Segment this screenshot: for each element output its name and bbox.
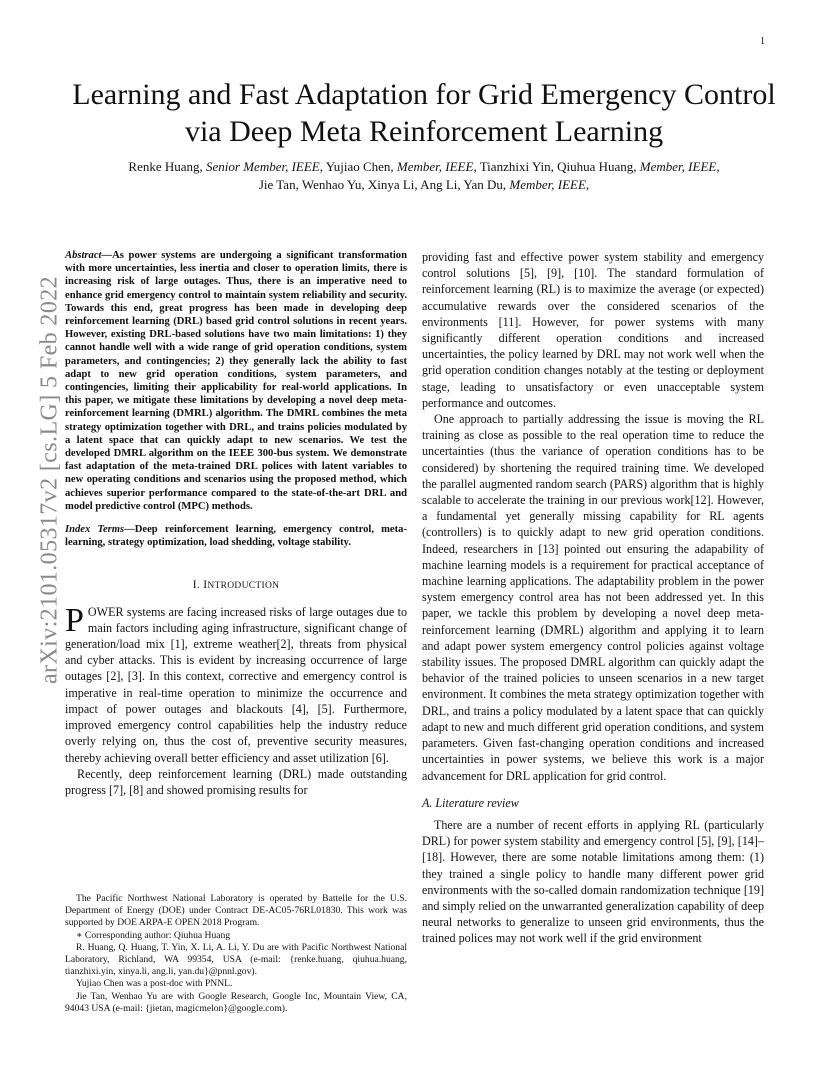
index-terms-lead: Index Terms [65,524,125,536]
footnotes [65,893,407,1015]
right-column [422,249,764,947]
author-role: Senior Member, IEEE [206,159,320,174]
abstract-lead: Abstract [65,250,102,261]
author-text: , Yujiao Chen, [319,159,397,174]
footnote-affiliation-postdoc: Yujiao Chen was a post-doc with PNNL. [76,978,233,990]
author-role: Member, IEEE, [639,159,720,174]
footnote-corresponding-author: ∗ Corresponding author: Qiuhua Huang [76,929,231,941]
page-number: 1 [760,36,765,47]
arxiv-identifier: arXiv:2101.05317v2 [cs.LG] 5 Feb 2022 [36,275,63,685]
footnote-funding: The Pacific Northwest National Laboratory is operated by Battelle for the U.S. Department of Energy (DOE) under Contract DE-AC05-76RL01830. This work was supported by DOE ARPA-E OPEN 2018 Program. [65,893,407,929]
section-number: I. [192,579,204,592]
footnote-affiliation-google: Jie Tan, Wenhao Yu are with Google Research, Google Inc, Mountain View, CA, 94043 USA (e-mail: {jietan, magicmelon}@google.com). [65,990,407,1014]
index-terms [65,523,407,549]
right-paragraph-1: providing fast and effective power system stability and emergency control solutions [5], [9], [10]. The standard formulation of reinforcement learning (RL) is to maximize the average (or expected) accumulative rewards over the considered scenarios of the environments [11]. However, for power systems with many significantly different operation conditions and increased uncertainties, the policy learned by DRL may not work well when the grid operation condition changes notably at the testing or deployment stage, leading to unsatisfactory or even unacceptable system performance and outcomes. [422,250,764,410]
section-title-initial: I [203,579,208,592]
intro-paragraph-1 [65,601,407,766]
section-heading-introduction [65,577,407,594]
drop-cap: P [65,601,84,639]
intro-paragraph-1-text: systems are facing increased risks of large outages due to main factors including aging infrastructure, significant change of generation/load mix [1], extreme weather[2], threats from physical and cyber attacks. This is evident by increasing occurrence of large outages [2], [3]. In this context, corrective and emergency control is imperative in real-time operation to minimize the occurrence and impact of power outages and blackouts [4], [5]. Furthermore, improved emergency control capabilities help the industry reduce overly relying on, thus the cost of, preventive security measures, thereby achieving overall better efficiency and asset utilization [6]. [65,604,407,765]
author-text: Jie Tan, Wenhao Yu, Xinya Li, Ang Li, Yan Du, [258,177,510,192]
abstract [65,249,407,513]
author-role: Member, IEEE [396,159,474,174]
subsection-heading-literature-review: A. Literature review [422,795,519,810]
author-text: Renke Huang, [128,159,207,174]
right-paragraph-3: There are a number of recent efforts in applying RL (particularly DRL) for power system stability and emergency control [5], [9], [14]–[18]. However, there are some notable limitations among them: (1) they trained a single policy to handle many different power grid environments with the so-called domain randomization technique [19] and simply relied on the unwarranted generalization capability of deep neural networks to generalize to unseen grid environments, thus the trained polices may not work well if the grid environment [422,817,764,946]
index-terms-text: —Deep reinforcement learning, emergency control, meta-learning, strategy optimization, load shedding, voltage stability. [65,524,407,549]
intro-first-word: OWER [87,604,124,619]
left-column [65,249,407,798]
author-role: Member, IEEE, [509,177,590,192]
author-list [60,158,788,194]
intro-paragraph-2: Recently, deep reinforcement learning (DRL) made outstanding progress [7], [8] and showed promising results for [65,766,407,797]
abstract-text: —As power systems are undergoing a significant transformation with more uncertainties, less inertia and closer to operation limits, there is increasing risk of large outages. Thus, there is an imperative need to enhance grid emergency control to maintain system reliability and security. Towards this end, great progress has been made in developing deep reinforcement learning (DRL) based grid control solutions in recent years. However, existing DRL-based solutions have two main limitations: 1) they cannot handle well with a wide range of grid operation conditions, system parameters, and contingencies; 2) they generally lack the ability to fast adapt to new grid operation conditions, system parameters, and contingencies, limiting their applicability for real-world applications. In this paper, we mitigate these limitations by developing a novel deep meta-reinforcement learning (DMRL) algorithm. The DMRL combines the meta strategy optimization together with DRL, and trains policies modulated by a latent space that can quickly adapt to new scenarios. We test the developed DMRL algorithm on the IEEE 300-bus system. We demonstrate fast adaptation of the meta-trained DRL polices with latent variables to new operating conditions and scenarios using the proposed method, which achieves superior performance compared to the state-of-the-art DRL and model predictive control (MPC) methods. [65,250,407,512]
footnote-affiliation-pnnl: R. Huang, Q. Huang, T. Yin, X. Li, A. Li, Y. Du are with Pacific Northwest National Laboratory, Richland, WA 99354, USA (e-mail: {renke.huang, qiuhua.huang, tianzhixi.yin, xinya.li, ang.li, yan.du}@pnnl.gov). [65,941,407,978]
right-paragraph-2: One approach to partially addressing the issue is moving the RL training as close as possible to the real operation time to reduce the uncertainties (thus the variance of operation conditions has to be considered) by shortening the required training time. We developed the parallel augmented random search (PARS) algorithm that is highly scalable to accelerate the training in our previous work[12]. However, a fundamental yet generally missing capability for RL agents (controllers) is to quickly adapt to new grid operation conditions. Indeed, researchers in [13] pointed out ensuring the adapability of machine learning models is a requirement for practical acceptance of machine learning applications. The adaptability problem in the power system emergency control area has not been addressed yet. In this paper, we tackle this problem by developing a novel deep meta-reinforcement learning (DMRL) algorithm and applying it to learn and adapt power system emergency control policies against voltage stability issues. The proposed DMRL algorithm can quickly adapt the behavior of the trained policies to unseen scenarios in a new target environment. It combines the meta strategy optimization together with DRL, and trains a policy modulated by a latent space that can quickly adapt to new and much different grid operation conditions, and system parameters. Given fast-changing operation conditions and increased uncertainties in power systems, we believe this work is a major advancement for DRL application for grid control. [422,412,764,783]
author-text: , Tianzhixi Yin, Qiuhua Huang, [473,159,640,174]
section-title-rest: NTRODUCTION [207,581,280,592]
paper-title: Learning and Fast Adaptation for Grid Emergency Control via Deep Meta Reinforcement Learning [72,78,776,148]
